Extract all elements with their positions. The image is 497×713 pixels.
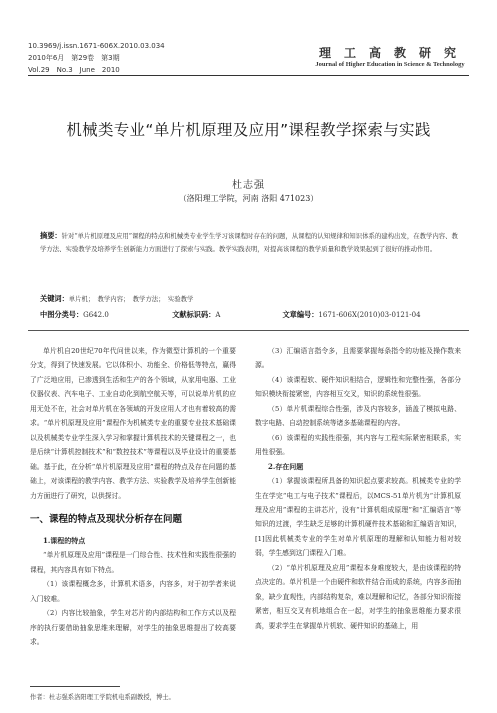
author: 杜志强 [232,180,265,191]
feature-1: （1）该课程概念多，计算机术语多，内容多，对于初学者来说入门较难。 [30,580,236,603]
abstract-text: 针对“单片机原理及应用”课程的特点和机械类专业学生学习该课程时存在的问题，从课程的认知规律和知识体系的建构出发，在教学内容、教学方法、实验教学及培养学生创新能力方面进行了探索与实践。教学实践表明，对提高该课程的教学质量和教学效果起到了很好的推动作用。 [40,232,458,253]
running-header-right [311,46,469,70]
journal-name-en: Journal of Higher Education in Science & Technology [315,61,465,68]
subsection-heading-problems: 2.存在问题 [268,461,304,471]
author-footnote: 作者：杜志强系洛阳理工学院机电系副教授，博士。 [30,694,175,701]
problem-2: （2）“单片机原理及应用”课程本身难度较大，是由该课程的特点决定的。单片机是一个由硬件和软件结合而成的系统，内容多而抽象，缺少直观性，内部结构复杂，难以理解和记忆，各部分知识衔接紧密，相互交叉有机地组合在一起，对学生的抽象思维能力要求很高，要求学生在掌握单片机软、硬件知识的基础上，用 [255,563,461,630]
intro-paragraph: 单片机自20世纪70年代问世以来，作为微型计算机的一个重要分支，得到了快速发展。它以体积小、功能全、价格低等特点，赢得了广泛地应用，已渗透到生活和生产的各个领域，从家用电器、工业仪器仪表、汽车电子、工业自动化到航空航天等，可以说单片机的应用无处不在，社会对单片机在各领域的开发应用人才也有着较高的需求。“单片机原理及应用”课程作为机械类专业的重要专业技术基础课以及机械类专业学生深入学习和掌握计算机技术的关键课程之一，也是后续“计算机控制技术”和“数控技术”等课程以及毕业设计的重要基础。基于此，在分析“单片机原理及应用”课程的特点及存在问题的基础上，对该课程的教学内容、教学方法、实验教学及培养学生创新能力方面进行了研究，以供探讨。 [30,347,236,500]
classification-line [40,310,460,320]
article-no-value: 1671-606X(2010)03-0121-04 [318,311,421,319]
feature-3: （3）汇编语言指令多，且需要掌握每条指令的功能及操作数来源。 [255,347,461,370]
issue-en: Vol.29 No.3 June 2010 [28,66,120,74]
running-header-left [28,40,165,76]
keywords-text: 单片机； 教学内容； 教学方法； 实验教学 [68,295,194,303]
feature-4: （4）该课程软、硬件知识相结合，逻辑性和完整性强，各部分知识模块衔接紧密，内容相互交叉，知识的系统性很强。 [255,375,461,399]
body-column-right [255,344,461,633]
clc-value: G642.0 [83,311,109,319]
issue-cn: 2010年6月 第29卷 第3期 [28,54,120,62]
keywords [40,294,460,304]
header-rule [28,75,469,76]
doi: 10.3969/j.issn.1671-606X.2010.03.034 [28,42,165,50]
journal-name-cn: 理工高教研究 [318,46,469,60]
clc-label: 中图分类号： [40,310,84,319]
keywords-label: 关键词： [40,294,69,303]
abstract-label: 摘要： [40,231,62,240]
doc-code-label: 文献标识码： [172,310,216,319]
problem-1: （1）掌握该课程所具备的知识起点要求较高。机械类专业的学生在学完“电工与电子技术”课程后，以MCS-51单片机为“计算机原理及应用”课程的主讲芯片，没有“计算机组成原理”和“汇编语言”等知识的过渡，学生缺乏足够的计算机硬件技术基础和汇编语言知识，[1]因此机械类专业的学生对单片机原理的理解和认知能力相对较弱，学生感到这门课程入门难。 [255,477,461,558]
footnote-rule [30,686,120,687]
section-heading-1: 一、课程的特点及现状分析存在问题 [30,513,183,525]
article-no-label: 文章编号： [282,310,319,319]
affiliation: （洛阳理工学院，河南 洛阳 471023） [178,194,319,203]
feature-6: （6）该课程的实践性很强，其内容与工程实际紧密相联系，实用性很强。 [255,433,461,457]
abstract [40,229,460,256]
feature-5: （5）单片机课程综合性强，涉及内容较多，涵盖了模拟电路、数字电路、自动控制系统等诸多基础课程的内容。 [255,404,461,428]
paper-title: 机械类专业“单片机原理及应用”课程教学探索与实践 [66,121,431,139]
body-column-left [30,344,236,650]
doc-code-value: A [215,311,221,319]
abstract-rule [28,330,469,331]
features-intro: “单片机原理及应用”课程是一门综合性、技术性和实践性很强的课程，其内容具有如下特点。 [30,551,236,574]
subsection-heading-features: 1.课程的特点 [43,535,86,545]
feature-2: （2）内容比较抽象，学生对芯片的内部结构和工作方式以及程序的执行要借助抽象思维来理解，对学生的抽象思维提出了较高要求。 [30,609,236,647]
